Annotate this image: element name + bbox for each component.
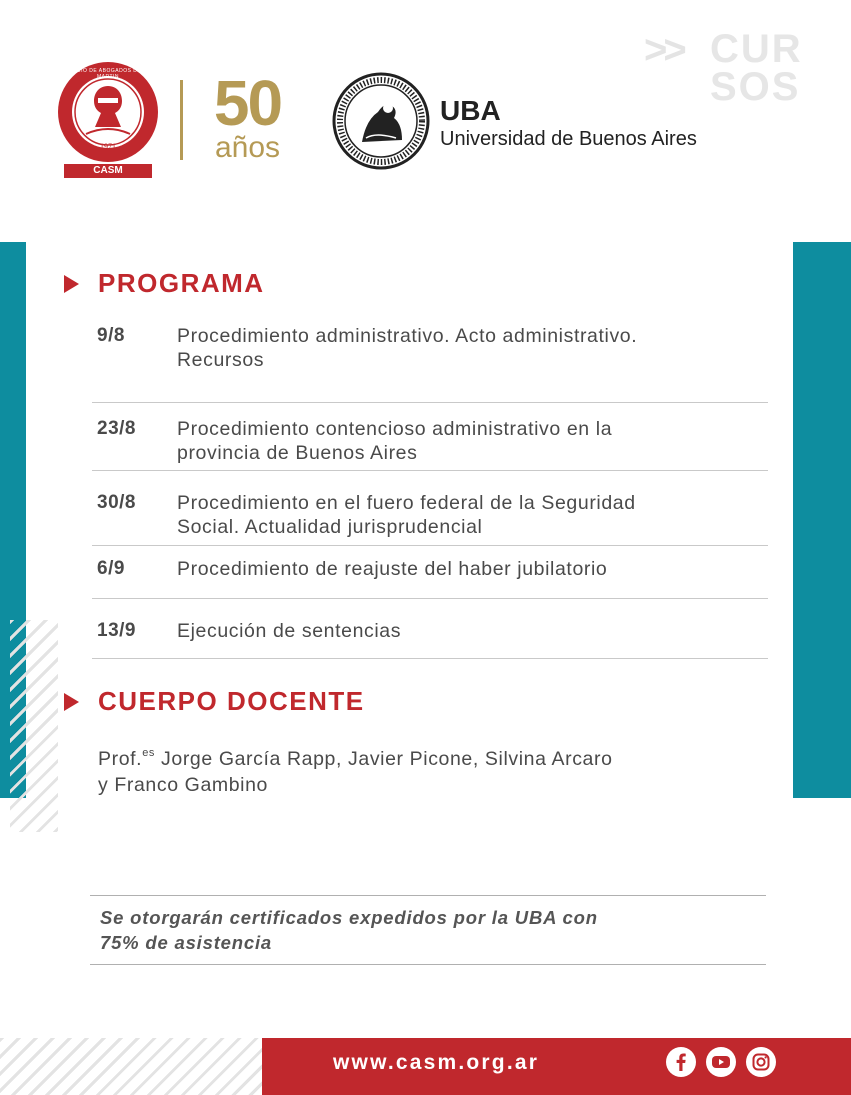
certificado-bottom-rule — [90, 964, 766, 965]
casm-seal-lettering: COLEGIO DE ABOGADOS DE SAN MARTIN — [61, 68, 155, 80]
certificado-note — [100, 905, 720, 955]
programa-date: 13/9 — [97, 620, 136, 641]
instagram-icon[interactable] — [746, 1047, 776, 1077]
programa-description-line: Procedimiento en el fuero federal de la Seguridad — [177, 492, 636, 514]
programa-date: 30/8 — [97, 492, 136, 513]
left-stripe-pattern — [10, 620, 58, 832]
triangle-bullet-icon — [64, 693, 79, 711]
uba-acronym: UBA — [440, 95, 501, 126]
casm-logo — [56, 62, 160, 180]
programa-date: 6/9 — [97, 558, 125, 579]
uba-wordmark — [440, 96, 697, 152]
programa-description-line: Procedimiento administrativo. Acto administrativo. — [177, 325, 638, 347]
programa-description-line: Social. Actualidad jurisprudencial — [177, 516, 483, 538]
programa-divider — [92, 545, 768, 546]
certificado-top-rule — [90, 895, 766, 896]
programa-description — [177, 491, 757, 539]
certificado-line: 75% de asistencia — [100, 932, 272, 953]
programa-heading — [64, 268, 265, 299]
footer-stripe-pattern — [0, 1038, 262, 1095]
cursos-arrows-icon: >> — [644, 28, 683, 72]
docente-line1 — [98, 740, 738, 772]
facebook-icon[interactable] — [666, 1047, 696, 1077]
programa-description-line: provincia de Buenos Aires — [177, 442, 418, 464]
casm-year: 1971 — [100, 142, 116, 151]
cuerpo-docente-text — [98, 740, 738, 798]
website-link[interactable]: www.casm.org.ar — [333, 1051, 540, 1074]
programa-description-line: Recursos — [177, 349, 265, 371]
programa-description — [177, 324, 757, 372]
cuerpo-docente-heading — [64, 686, 365, 717]
cursos-line1: CUR — [710, 27, 803, 71]
uba-seal-logo — [332, 72, 430, 170]
programa-description-line: Procedimiento de reajuste del haber jubilatorio — [177, 558, 608, 580]
uba-full-name: Universidad de Buenos Aires — [440, 128, 697, 150]
programa-divider — [92, 470, 768, 471]
programa-divider — [92, 402, 768, 403]
prof-prefix: Prof. — [98, 748, 143, 770]
programa-description — [177, 619, 757, 643]
programa-divider — [92, 658, 768, 659]
docente-names: Jorge García Rapp, Javier Picone, Silvina Arcaro — [155, 748, 613, 770]
youtube-icon[interactable] — [706, 1047, 736, 1077]
docente-line2: y Franco Gambino — [98, 774, 268, 796]
programa-title: PROGRAMA — [98, 268, 265, 298]
programa-description-line: Procedimiento contencioso administrativo en la — [177, 418, 613, 440]
programa-date: 9/8 — [97, 325, 125, 346]
programa-date: 23/8 — [97, 418, 136, 439]
triangle-bullet-icon — [64, 275, 79, 293]
anniversary-mark — [200, 67, 295, 164]
right-teal-bar — [793, 242, 851, 798]
programa-description — [177, 417, 757, 465]
programa-description — [177, 557, 757, 581]
cursos-label — [710, 27, 803, 109]
programa-description-line: Ejecución de sentencias — [177, 620, 402, 642]
certificado-line: Se otorgarán certificados expedidos por la UBA con — [100, 907, 598, 928]
programa-divider — [92, 598, 768, 599]
casm-banner: CASM — [93, 165, 123, 176]
header-divider — [180, 80, 183, 160]
anniversary-number: 50 — [213, 67, 282, 139]
anniversary-word: años — [214, 131, 281, 164]
prof-superscript: es — [142, 747, 156, 759]
cuerpo-docente-title: CUERPO DOCENTE — [98, 686, 365, 716]
cursos-line2: SOS — [710, 65, 801, 109]
